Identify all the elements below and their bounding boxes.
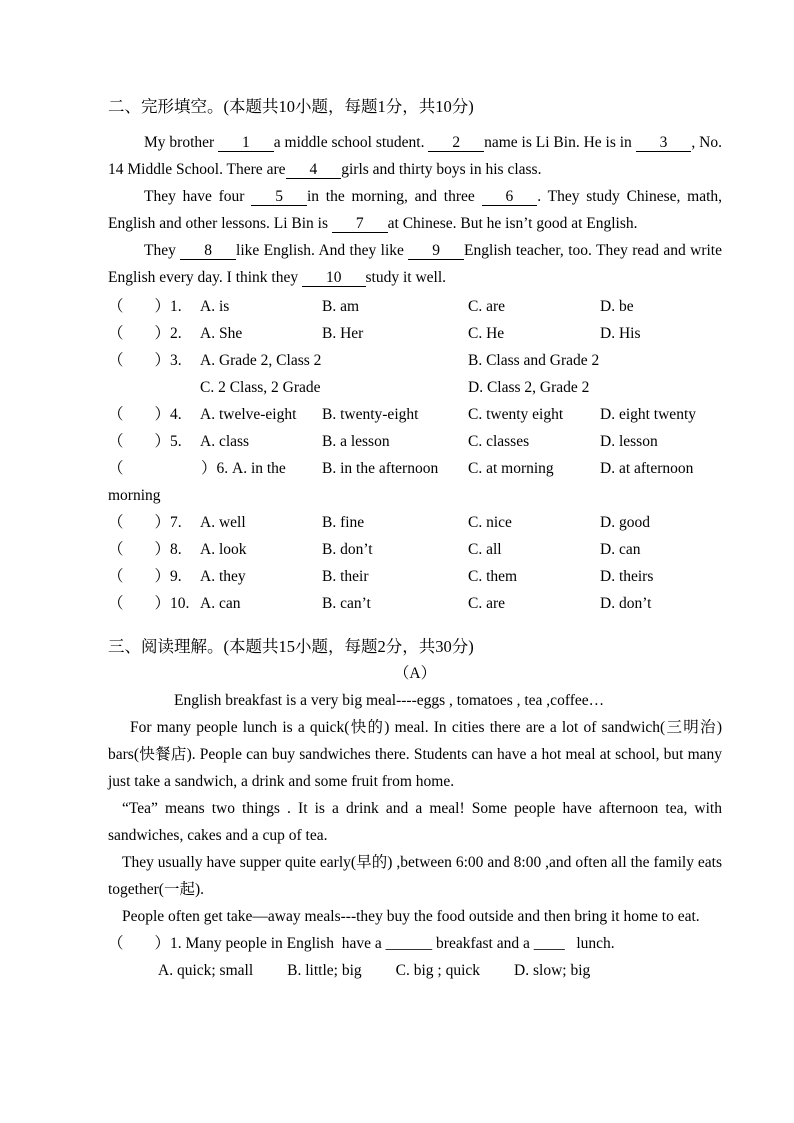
question-row-2 — [108, 320, 722, 347]
question-row-1 — [108, 293, 722, 320]
option-a-continuation: morning — [108, 487, 161, 504]
question-row-10 — [108, 590, 722, 617]
cloze-blank-8: 8 — [180, 242, 236, 260]
option-a: A. look — [200, 541, 247, 558]
option-b: B. twenty-eight — [322, 406, 419, 423]
cloze-text: girls and thirty boys in his class. — [341, 161, 542, 178]
cloze-blank-9: 9 — [408, 242, 464, 260]
reading-paragraph-3: “Tea” means two things . It is a drink and a meal! Some people have afternoon tea, with sandwiches, cakes and a cup of tea. — [108, 800, 722, 844]
answer-parens — [108, 374, 200, 401]
question-row-8 — [108, 536, 722, 563]
option-a: A. Grade 2, Class 2 — [200, 352, 322, 369]
answer-parens: （ ）5. — [108, 433, 182, 450]
option-c: C. nice — [468, 514, 512, 531]
option-b: B. fine — [322, 514, 365, 531]
cloze-blank-1: 1 — [218, 134, 274, 152]
option-a: A. quick; small — [158, 962, 254, 979]
cloze-blank-10: 10 — [302, 269, 366, 287]
option-a: （ ）6. A. in the — [108, 460, 286, 477]
answer-parens: （ ）7. — [108, 514, 182, 531]
option-d: D. His — [600, 325, 641, 342]
cloze-blank-5: 5 — [251, 188, 307, 206]
reading-paragraph-4: They usually have supper quite early(早的) ,between 6:00 and 8:00 ,and often all the family eats together(一起). — [108, 854, 722, 898]
question-row-9 — [108, 563, 722, 590]
reading-question-1: （ ）1. Many people in English have a ______ breakfast and a ____ lunch. — [108, 935, 615, 952]
option-c: C. 2 Class, 2 Grade — [200, 379, 321, 396]
option-c: C. big ; quick — [395, 962, 481, 979]
option-d: D. be — [600, 298, 634, 315]
question-row-7 — [108, 509, 722, 536]
option-c: C. them — [468, 568, 518, 585]
cloze-blank-7: 7 — [332, 215, 388, 233]
answer-parens: （ ）1. — [108, 298, 182, 315]
question-row-3-line-1 — [108, 347, 722, 374]
cloze-paragraph-3 — [108, 237, 722, 291]
cloze-text: in the morning, and three — [306, 188, 482, 205]
cloze-paragraph-1 — [108, 129, 722, 183]
question-row-3-line-2 — [108, 374, 722, 401]
option-a: A. well — [200, 514, 246, 531]
option-b: B. Her — [322, 325, 364, 342]
question-row-4 — [108, 401, 722, 428]
option-a: A. can — [200, 595, 241, 612]
option-d: D. don’t — [600, 595, 652, 612]
cloze-paragraph-2 — [108, 183, 722, 237]
option-a: A. class — [200, 433, 250, 450]
option-c: C. classes — [468, 433, 530, 450]
answer-parens: （ ）10. — [108, 595, 190, 612]
option-d: D. can — [600, 541, 641, 558]
reading-part-label: （A） — [393, 665, 437, 682]
option-a: A. they — [200, 568, 246, 585]
option-b: B. a lesson — [322, 433, 390, 450]
cloze-text: My brother — [144, 134, 219, 151]
option-c: C. are — [468, 298, 506, 315]
cloze-blank-6: 6 — [482, 188, 538, 206]
reading-paragraph-1: English breakfast is a very big meal----eggs , tomatoes , tea ,coffee… — [174, 692, 605, 709]
option-d: D. theirs — [600, 568, 654, 585]
option-c: C. He — [468, 325, 505, 342]
reading-question-1-options — [108, 957, 722, 984]
reading-paragraph-2: For many people lunch is a quick(快的) meal. In cities there are a lot of sandwich(三明治) bars(快餐店). People can buy sandwiches there. Students can have a hot meal at school, but many just take a sandwich, a drink and some fruit from home. — [108, 719, 722, 790]
answer-parens: （ ）4. — [108, 406, 182, 423]
option-d: D. Class 2, Grade 2 — [468, 379, 590, 396]
option-b: B. their — [322, 568, 369, 585]
question-row-6 — [108, 455, 722, 482]
section-3-heading: 三、阅读理解。(本题共15小题，每题2分，共30分) — [108, 637, 474, 656]
cloze-text: like English. And they like — [236, 242, 409, 259]
option-b: B. in the afternoon — [322, 460, 439, 477]
option-b: B. can’t — [322, 595, 371, 612]
option-c: C. all — [468, 541, 502, 558]
option-d: D. good — [600, 514, 650, 531]
section-2-heading: 二、完形填空。(本题共10小题，每题1分，共10分) — [108, 97, 474, 116]
cloze-text: English teacher, too. They read and write English every day. I think they — [108, 242, 722, 286]
cloze-text: . They study Chinese, math, English and other lessons. Li Bin is — [108, 188, 723, 232]
option-a: A. twelve-eight — [200, 406, 297, 423]
option-a: A. She — [200, 325, 243, 342]
cloze-questions — [108, 293, 722, 617]
cloze-text: They — [144, 242, 181, 259]
option-b: B. little; big — [287, 962, 362, 979]
cloze-text: They have four — [144, 188, 252, 205]
cloze-text: , No. 14 Middle School. There are — [108, 134, 722, 178]
option-d: D. eight twenty — [600, 406, 696, 423]
option-b: B. Class and Grade 2 — [468, 352, 600, 369]
option-b: B. don’t — [322, 541, 373, 558]
option-b: B. am — [322, 298, 360, 315]
answer-parens: （ ）9. — [108, 568, 182, 585]
reading-paragraph-5: People often get take—away meals---they buy the food outside and then bring it home to eat. — [122, 908, 700, 925]
cloze-blank-2: 2 — [428, 134, 484, 152]
option-c: C. at morning — [468, 460, 554, 477]
cloze-text: study it well. — [365, 269, 447, 286]
option-c: C. twenty eight — [468, 406, 564, 423]
option-d: D. slow; big — [514, 962, 591, 979]
answer-parens: （ ）8. — [108, 541, 182, 558]
answer-parens: （ ）3. — [108, 352, 182, 369]
option-a: A. is — [200, 298, 230, 315]
cloze-blank-3: 3 — [636, 134, 692, 152]
option-d: D. lesson — [600, 433, 658, 450]
option-d: D. at afternoon — [600, 460, 694, 477]
cloze-text: name is Li Bin. He is in — [484, 134, 636, 151]
cloze-text: a middle school student. — [273, 134, 429, 151]
cloze-blank-4: 4 — [286, 161, 342, 179]
question-row-5 — [108, 428, 722, 455]
answer-parens: （ ）2. — [108, 325, 182, 342]
option-c: C. are — [468, 595, 506, 612]
cloze-text: at Chinese. But he isn’t good at English. — [387, 215, 638, 232]
